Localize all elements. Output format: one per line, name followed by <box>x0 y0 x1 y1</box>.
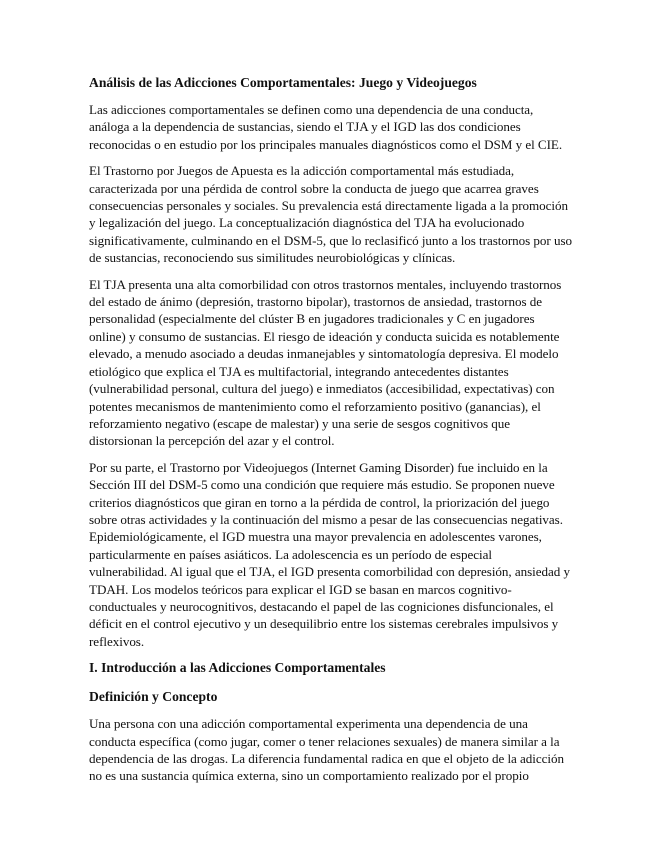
paragraph-3: El TJA presenta una alta comorbilidad con otros trastornos mentales, incluyendo trastornos del estado de ánimo (depresión, trastorno bipolar), trastornos de ansiedad, trastornos de personalidad (especialmente del clúster B en jugadores tradicionales y C en jugadores online) y consumo de sustancias. El riesgo de ideación y conducta suicida es notablemente elevado, a menudo asociado a deudas inmanejables y sintomatología depresiva. El modelo etiológico que explica el TJA es multifactorial, integrando antecedentes distantes (vulnerabilidad personal, cultura del juego) e inmediatos (accesibilidad, expectativas) con potentes mecanismos de mantenimiento como el reforzamiento positivo (ganancias), el reforzamiento negativo (escape de malestar) y una serie de sesgos cognitivos que distorsionan la percepción del azar y el control. <box>89 276 562 449</box>
document-page <box>89 74 572 794</box>
document-title: Análisis de las Adicciones Comportamentales: Juego y Videojuegos <box>89 75 477 90</box>
section-heading: I. Introducción a las Adicciones Comportamentales <box>89 660 386 676</box>
paragraph-2: El Trastorno por Juegos de Apuesta es la adicción comportamental más estudiada, caracterizada por una pérdida de control sobre la conducta de juego que acarrea graves consecuencias personales y sociales. Su prevalencia está directamente ligada a la promoción y legalización del juego. La conceptualización diagnóstica del TJA ha evolucionado significativamente, culminando en el DSM-5, que lo reclasificó junto a los trastornos por uso de sustancias, reconociendo sus similitudes neurobiológicas y clínicas. <box>89 163 572 266</box>
paragraph-1: Las adicciones comportamentales se definen como una dependencia de una conducta, análoga a la dependencia de sustancias, siendo el TJA y el IGD las dos condiciones reconocidas o en estudio por los principales manuales diagnósticos como el DSM y el CIE. <box>89 102 563 152</box>
subsection-heading: Definición y Concepto <box>89 689 218 705</box>
paragraph-4: Por su parte, el Trastorno por Videojuegos (Internet Gaming Disorder) fue incluido en la Sección III del DSM-5 como una condición que requiere más estudio. Se proponen nueve criterios diagnósticos que giran en torno a la pérdida de control, la priorización del juego sobre otras actividades y la continuación del mismo a pesar de las consecuencias negativas. Epidemiológicamente, el IGD muestra una mayor prevalencia en adolescentes varones, particularmente en países asiáticos. La adolescencia es un período de especial vulnerabilidad. Al igual que el TJA, el IGD presenta comorbilidad con depresión, ansiedad y TDAH. Los modelos teóricos para explicar el IGD se basan en marcos cognitivo-conductuales y neurocognitivos, destacando el papel de las cogniciones disfuncionales, el déficit en el control ejecutivo y un desequilibrio entre los sistemas cerebrales impulsivos y reflexivos. <box>89 459 570 649</box>
subsection-paragraph: Una persona con una adicción comportamental experimenta una dependencia de una conducta específica (como jugar, comer o tener relaciones sexuales) de manera similar a la dependencia de las drogas. La diferencia fundamental radica en que el objeto de la adicción no es una sustancia química externa, sino un comportamiento realizado por el propio <box>89 716 564 784</box>
